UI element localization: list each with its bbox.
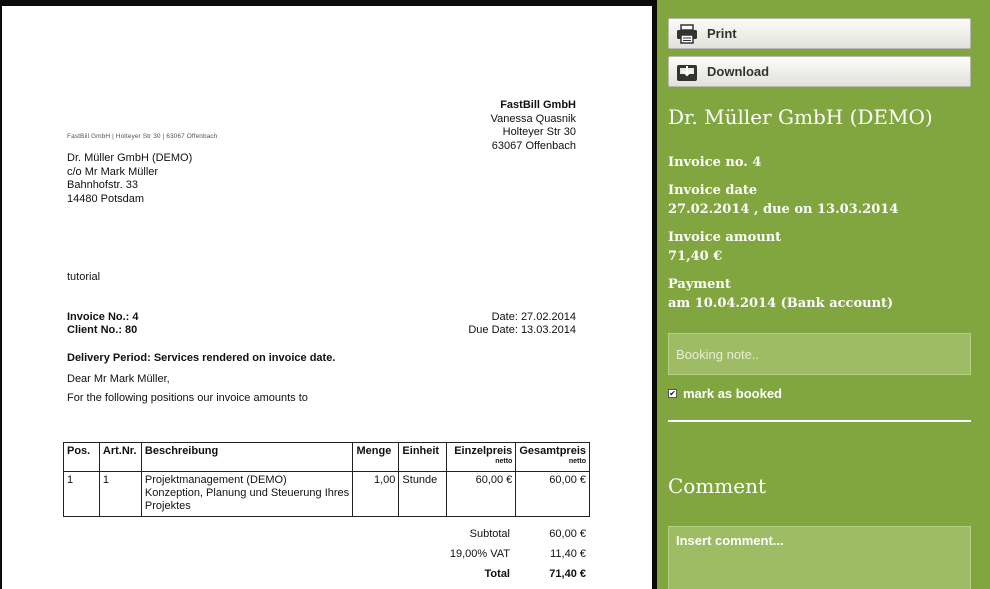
col-total-sub: netto xyxy=(568,458,586,465)
col-unit: Einheit xyxy=(399,443,447,472)
download-tray-icon xyxy=(676,62,698,82)
payment-label: Payment xyxy=(668,277,731,292)
sender-city: 63067 Offenbach xyxy=(491,139,576,152)
col-description: Beschreibung xyxy=(141,443,353,472)
subtotal-row xyxy=(392,524,590,544)
invoice-dates xyxy=(2,311,576,337)
cell-unit-price: 60,00 € xyxy=(447,472,516,517)
mark-as-booked-label[interactable]: mark as booked xyxy=(683,386,782,401)
subtotal-value: 60,00 € xyxy=(549,528,586,540)
payment-value: am 10.04.2014 (Bank account) xyxy=(668,296,894,311)
sender-street: Holteyer Str 30 xyxy=(502,126,576,138)
cell-quantity: 1,00 xyxy=(353,472,399,517)
intro-text: For the following positions our invoice amounts to xyxy=(67,392,308,404)
col-quantity: Menge xyxy=(353,443,399,472)
invoice-date-field xyxy=(668,181,898,219)
vat-row xyxy=(392,544,590,564)
col-unit-price-label: Einzelpreis xyxy=(454,445,513,457)
col-total-label: Gesamtpreis xyxy=(519,445,586,457)
print-button[interactable] xyxy=(668,18,971,49)
vat-value: 11,40 € xyxy=(550,548,586,560)
description-line: Konzeption, Planung und Steuerung Ihres xyxy=(144,487,350,499)
table-header-row xyxy=(64,443,590,472)
invoice-amount-field xyxy=(668,228,781,266)
client-title: Dr. Müller GmbH (DEMO) xyxy=(668,105,933,129)
cell-artnr: 1 xyxy=(99,472,141,517)
invoice-amount-value: 71,40 € xyxy=(668,249,723,264)
invoice-number: Invoice No.: 4 xyxy=(67,311,139,323)
invoice-amount-label: Invoice amount xyxy=(668,230,782,245)
invoice-date: Date: 27.02.2014 xyxy=(491,311,576,323)
recipient-city: 14480 Potsdam xyxy=(67,192,145,205)
invoice-number-field xyxy=(668,153,761,172)
download-button[interactable] xyxy=(668,56,971,87)
invoice-date-label: Invoice date xyxy=(668,183,758,198)
comment-title: Comment xyxy=(668,474,767,498)
invoice-date-value: 27.02.2014 , due on 13.03.2014 xyxy=(668,202,899,217)
invoice-subject: tutorial xyxy=(67,271,101,283)
sender-company: FastBill GmbH xyxy=(500,99,576,111)
sidebar-divider xyxy=(668,420,971,422)
payment-field xyxy=(668,275,893,313)
print-label: Print xyxy=(707,26,737,41)
recipient-contact: c/o Mr Mark Müller xyxy=(67,165,159,178)
description-line: Projektes xyxy=(144,500,191,512)
invoice-sidebar xyxy=(657,0,990,589)
cell-unit: Stunde xyxy=(399,472,447,517)
comment-input[interactable] xyxy=(668,526,971,589)
delivery-period: Delivery Period: Services rendered on invoice date. xyxy=(67,352,336,364)
col-pos: Pos. xyxy=(64,443,100,472)
client-number: Client No.: 80 xyxy=(67,324,138,336)
download-label: Download xyxy=(707,64,770,79)
subtotal-label: Subtotal xyxy=(469,528,510,540)
table-row xyxy=(64,472,590,517)
totals-block xyxy=(392,524,590,584)
sender-name: Vanessa Quasnik xyxy=(490,112,576,125)
recipient-company: Dr. Müller GmbH (DEMO) xyxy=(67,152,193,164)
cell-pos: 1 xyxy=(64,472,100,517)
invoice-document xyxy=(2,6,652,589)
recipient-street: Bahnhofstr. 33 xyxy=(67,179,138,191)
invoice-due-date: Due Date: 13.03.2014 xyxy=(468,324,576,336)
recipient-address xyxy=(67,152,192,206)
col-unit-price xyxy=(447,443,516,472)
sender-return-line: FastBill GmbH | Holteyer Str 30 | 63067 Offenbach xyxy=(67,133,218,140)
total-row xyxy=(392,564,590,584)
mark-as-booked-row[interactable] xyxy=(668,386,782,401)
col-total xyxy=(516,443,590,472)
printer-icon xyxy=(676,24,698,44)
checkbox-checked-icon[interactable]: ✔ xyxy=(669,388,676,398)
description-line: Projektmanagement (DEMO) xyxy=(144,474,287,486)
sender-address xyxy=(2,99,576,153)
col-unit-price-sub: netto xyxy=(495,458,513,465)
cell-total: 60,00 € xyxy=(516,472,590,517)
line-items-table xyxy=(63,442,590,517)
total-value: 71,40 € xyxy=(549,568,586,580)
booking-note-input[interactable] xyxy=(668,333,971,375)
salutation: Dear Mr Mark Müller, xyxy=(67,373,170,385)
vat-label: 19,00% VAT xyxy=(449,548,510,560)
cell-description xyxy=(141,472,353,517)
invoice-number-text: Invoice no. 4 xyxy=(668,155,762,170)
total-label: Total xyxy=(484,568,510,580)
col-artnr: Art.Nr. xyxy=(99,443,141,472)
